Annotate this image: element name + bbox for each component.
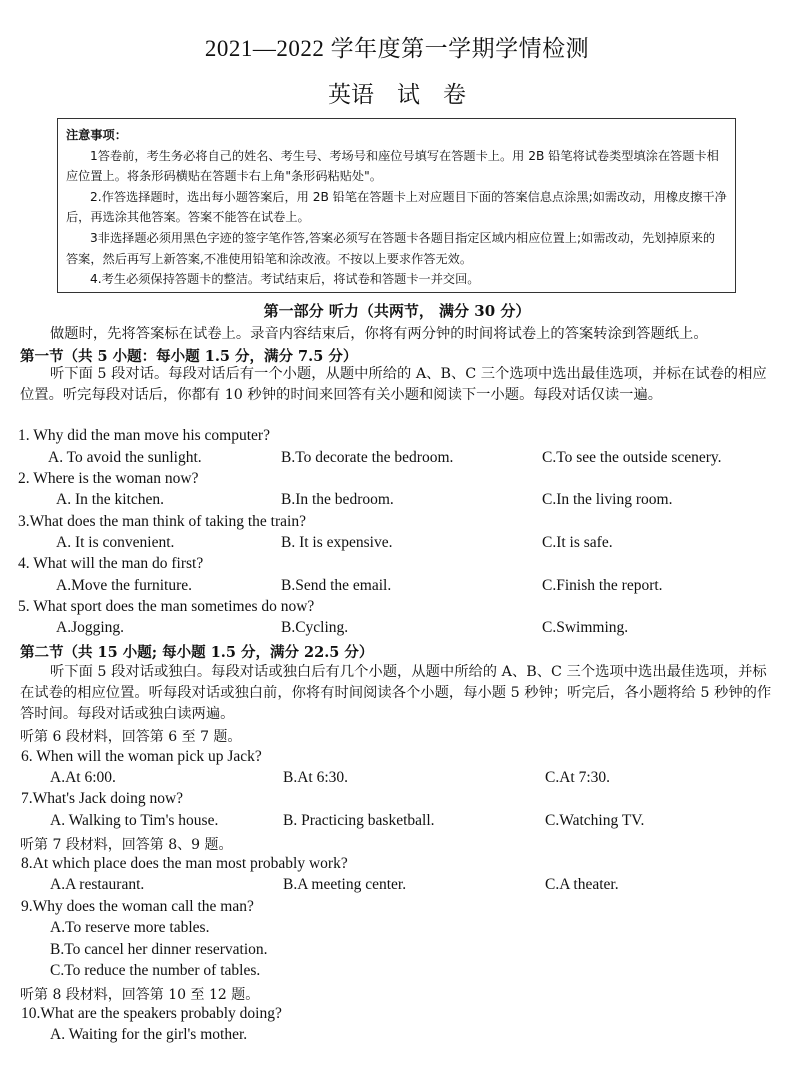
option-b: B.At 6:30. [283,769,349,786]
option-a [0,1026,794,1048]
notice-heading: 注意事项： [66,128,127,142]
part1-title: 第一部分 听力（共两节， 满分 30 分） [263,302,531,320]
options-row [0,577,794,599]
option-a: A. Walking to Tim's house. [50,812,219,829]
option-a [0,919,794,941]
part1-intro: 做题时，先将答案标在试卷上。录音内容结束后，你将有两分钟的时间将试卷上的答案转涂到答题纸上。 [50,326,708,342]
section2-intro: 听下面 5 段对话或独白。每段对话或独白后有几个小题，从题中所给的 A、B、C 三个选项中选出最佳选项，并标在试卷的相应位置。听每段对话或独白前，你将有时间阅读各个小题，每小题 5 秒钟；听完后，各小题将给 5 秒钟的作答时间。每段对话或独白读两遍。 [20,664,772,722]
option-c: C.To see the outside scenery. [542,449,722,466]
question-stem: 2. Where is the woman now? [18,470,199,487]
option-c: C.A theater. [545,876,619,893]
question-stem: 1. Why did the man move his computer? [18,427,270,444]
notice-item: 4.考生必须保持答题卡的整洁。考试结束后，将试卷和答题卡一并交回。 [90,272,480,287]
question-stem: 5. What sport does the man sometimes do now? [18,598,315,615]
section1-intro: 听下面 5 段对话。每段对话后有一个小题，从题中所给的 A、B、C 三个选项中选出最佳选项，并标在试卷的相应位置。听完每段对话后，你都有 10 秒钟的时间来回答有关小题和阅读下一小题。每段对话仅读一遍。 [20,366,767,403]
notice-item: 3非选择题必须用黑色字迹的签字笔作答,答案必须写在答题卡各题目指定区域内相应位置上;如需改动，先划掉原来的答案，然后再写上新答案,不准使用铅笔和涂改液。不按以上要求作答无效。 [66,230,716,266]
question-stem: 3.What does the man think of taking the train? [18,513,306,530]
option-c [0,962,794,984]
option-b: B.Cycling. [281,619,349,636]
question-stem: 6. When will the woman pick up Jack? [21,748,262,765]
option-b-text: B.To cancel her dinner reservation. [50,941,268,958]
options-row [0,876,794,898]
option-b: B.To decorate the bedroom. [281,449,454,466]
option-c: C.Watching TV. [545,812,645,829]
material-note: 听第 6 段材料，回答第 6 至 7 题。 [20,729,242,745]
question-stem: 7.What's Jack doing now? [21,790,184,807]
option-a-text: A.To reserve more tables. [50,919,210,936]
option-a: A.Move the furniture. [56,577,193,594]
option-a: A.A restaurant. [50,876,145,893]
option-b: B.Send the email. [281,577,392,594]
option-c: C.In the living room. [542,491,673,508]
exam-title: 2021—2022 学年度第一学期学情检测 [204,36,590,61]
options-row [0,769,794,791]
options-row [0,449,794,471]
option-c: C.At 7:30. [545,769,611,786]
section1-title: 第一节（共 5 小题：每小题 1.5 分，满分 7.5 分） [20,348,358,365]
option-c: C.Finish the report. [542,577,663,594]
option-a: A.Jogging. [56,619,125,636]
section2-title: 第二节（共 15 小题; 每小题 1.5 分，满分 22.5 分） [20,644,374,661]
question-stem: 8.At which place does the man most probably work? [21,855,348,872]
options-row [0,812,794,834]
option-b: B.A meeting center. [283,876,407,893]
options-row [0,534,794,556]
question-stem: 4. What will the man do first? [18,555,204,572]
option-b: B. It is expensive. [281,534,393,551]
material-note: 听第 8 段材料，回答第 10 至 12 题。 [20,987,260,1003]
option-c: C.Swimming. [542,619,629,636]
notice-box [57,118,736,293]
option-a: A.At 6:00. [50,769,116,786]
options-row [0,491,794,513]
option-a: A. In the kitchen. [56,491,165,508]
material-note: 听第 7 段材料，回答第 8、9 题。 [20,837,233,853]
option-a: A. To avoid the sunlight. [48,449,202,466]
notice-item: 2.作答选择题时，选出每小题答案后，用 2B 铅笔在答题卡上对应题目下面的答案信息点涂黑;如需改动，用橡皮擦干净后，再选涂其他答案。答案不能答在试卷上。 [66,189,727,225]
exam-subtitle: 英语 试 卷 [328,82,466,107]
notice-item: 1答卷前，考生务必将自己的姓名、考生号、考场号和座位号填写在答题卡上。用 2B 铅笔将试卷类型填涂在答题卡相应位置上。将条形码横贴在答题卡右上角"条形码粘贴处"。 [66,148,719,184]
option-a: A. It is convenient. [56,534,175,551]
option-c: C.It is safe. [542,534,613,551]
option-b: B. Practicing basketball. [283,812,435,829]
question-stem: 10.What are the speakers probably doing? [21,1005,282,1022]
options-row [0,619,794,641]
option-b [0,941,794,963]
question-stem: 9.Why does the woman call the man? [21,898,254,915]
option-c-text: C.To reduce the number of tables. [50,962,261,979]
option-a-text: A. Waiting for the girl's mother. [50,1026,248,1043]
option-b: B.In the bedroom. [281,491,394,508]
